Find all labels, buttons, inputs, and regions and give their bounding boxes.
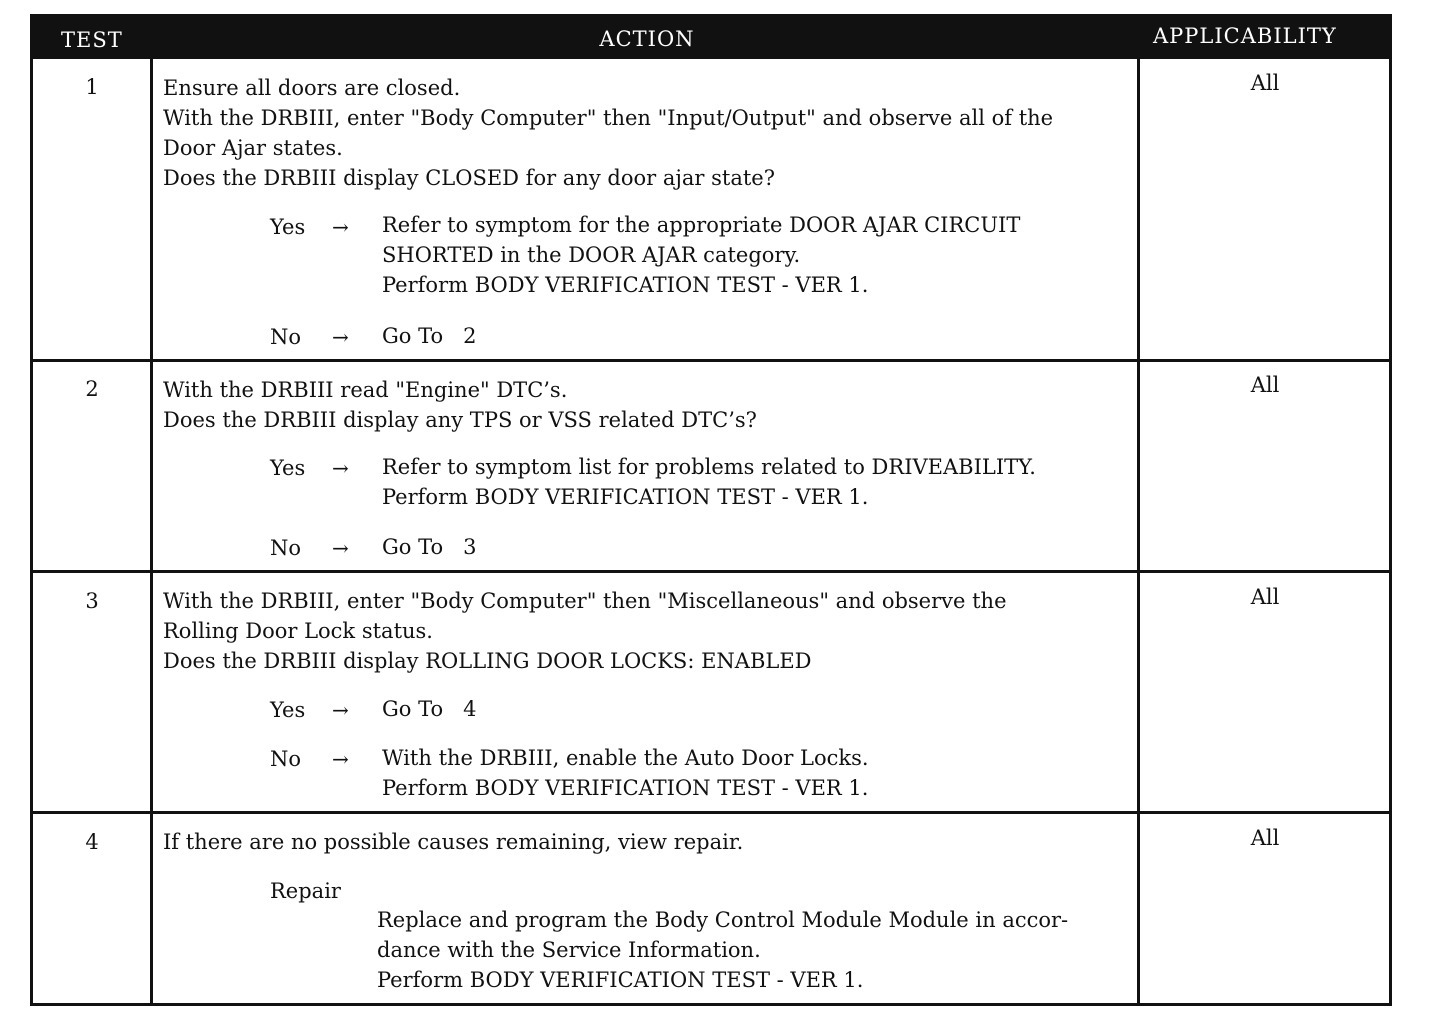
row-divider [33, 811, 1389, 814]
action-text: With the DRBIII, enter "Body Computer" then "Miscellaneous" and observe the Rolling Door Lock status. Does the DRBIII display ROLLING DOOR LOCKS: ENABLED [163, 589, 1007, 673]
arrow-icon: → [332, 325, 349, 349]
applicability-value: All [1250, 373, 1280, 397]
applicability-value: All [1250, 71, 1280, 95]
test-number: 2 [85, 377, 99, 401]
no-result: Go To 2 [382, 324, 477, 348]
arrow-icon: → [332, 456, 349, 480]
test-number: 1 [85, 75, 99, 99]
repair-label: Repair [270, 879, 341, 903]
arrow-icon: → [332, 215, 349, 239]
action-text: With the DRBIII read "Engine" DTC’s. Does the DRBIII display any TPS or VSS related DTC’s? [163, 378, 757, 432]
arrow-icon: → [332, 698, 349, 722]
no-label: No [270, 747, 302, 771]
test-number: 3 [85, 589, 99, 613]
yes-result: Go To 4 [382, 697, 477, 721]
applicability-value: All [1250, 826, 1280, 850]
yes-label: Yes [270, 456, 306, 480]
no-result: Go To 3 [382, 535, 477, 559]
table-header [33, 17, 1389, 59]
repair-instructions: Replace and program the Body Control Module Module in accor- dance with the Service Information. Perform BODY VERIFICATION TEST - VER 1. [377, 908, 1069, 992]
yes-label: Yes [270, 698, 306, 722]
header-test: TEST [61, 28, 123, 52]
action-text: If there are no possible causes remaining, view repair. [163, 830, 744, 854]
column-divider-applicability [1137, 59, 1140, 1003]
header-action: ACTION [599, 27, 695, 51]
yes-label: Yes [270, 215, 306, 239]
test-number: 4 [85, 830, 99, 854]
diagnostic-test-table [30, 14, 1392, 1006]
action-text: Ensure all doors are closed. With the DRBIII, enter "Body Computer" then "Input/Output" and observe all of the Door Ajar states. Does the DRBIII display CLOSED for any door ajar state? [163, 76, 1054, 190]
applicability-value: All [1250, 585, 1280, 609]
column-divider-test [150, 59, 153, 1003]
header-applicability: APPLICABILITY [1153, 24, 1337, 48]
arrow-icon: → [332, 536, 349, 560]
no-label: No [270, 536, 302, 560]
yes-result: Refer to symptom for the appropriate DOOR AJAR CIRCUIT SHORTED in the DOOR AJAR category. Perform BODY VERIFICATION TEST - VER 1. [382, 213, 1021, 297]
goto-test-number: 4 [463, 697, 477, 721]
row-divider [33, 570, 1389, 573]
goto-test-number: 3 [463, 535, 477, 559]
no-label: No [270, 325, 302, 349]
row-divider [33, 359, 1389, 362]
goto-test-number: 2 [463, 324, 477, 348]
arrow-icon: → [332, 747, 349, 771]
yes-result: Refer to symptom list for problems related to DRIVEABILITY. Perform BODY VERIFICATION TEST - VER 1. [382, 455, 1036, 509]
no-result: With the DRBIII, enable the Auto Door Locks. Perform BODY VERIFICATION TEST - VER 1. [382, 746, 869, 800]
